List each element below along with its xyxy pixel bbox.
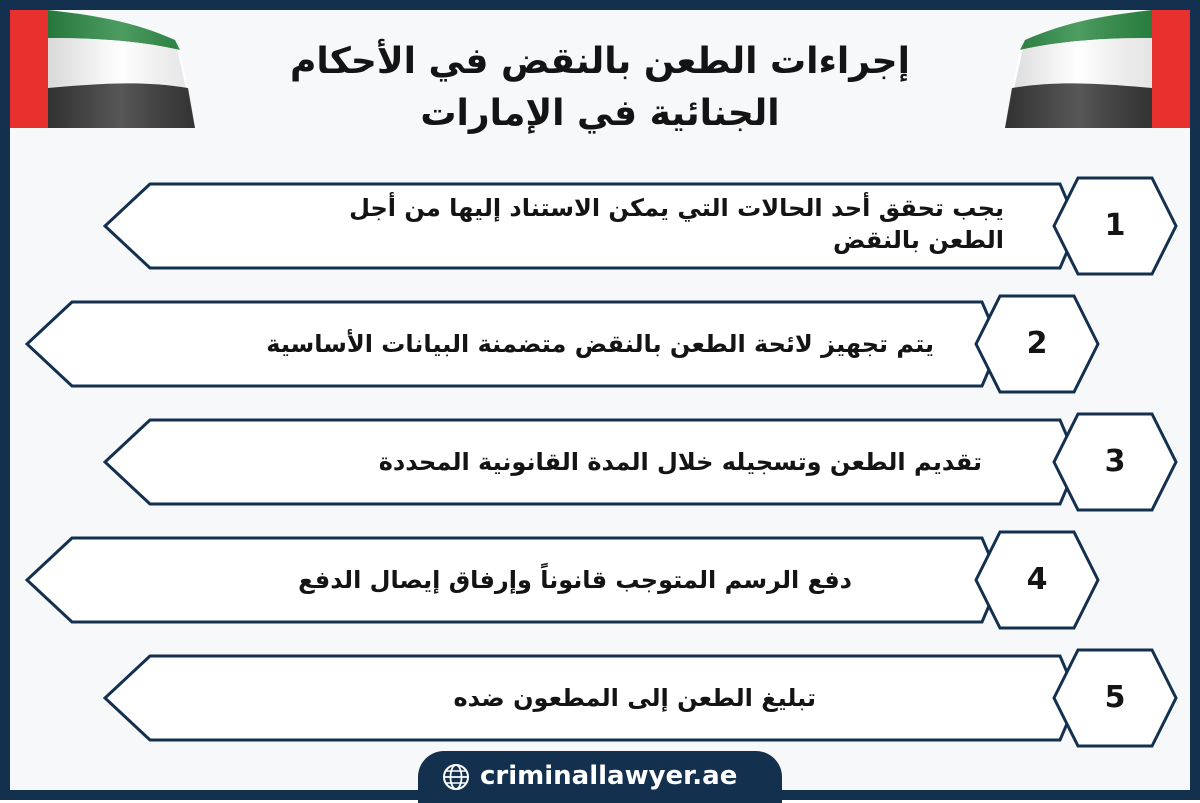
title-line-2: الجنائية في الإمارات bbox=[420, 93, 780, 134]
step-5 bbox=[0, 648, 1200, 748]
step-4 bbox=[0, 530, 1200, 630]
step-1-text bbox=[164, 192, 1004, 256]
step-1-text-line-1: يجب تحقق أحد الحالات التي يمكن الاستناد إليها من أجل bbox=[349, 194, 1004, 222]
step-4-text: دفع الرسم المتوجب قانوناً وإرفاق إيصال الدفع bbox=[298, 566, 852, 594]
step-1-text-line-2: الطعن بالنقض bbox=[833, 226, 1004, 254]
footer-badge[interactable] bbox=[418, 751, 782, 803]
step-1-number: 1 bbox=[1104, 208, 1126, 243]
step-2-text: يتم تجهيز لائحة الطعن بالنقض متضمنة البيانات الأساسية bbox=[266, 330, 934, 358]
step-4-number: 4 bbox=[1026, 562, 1048, 597]
uae-flag-right bbox=[1005, 10, 1190, 128]
uae-flag-left bbox=[10, 10, 195, 128]
website-link[interactable]: criminallawyer.ae bbox=[480, 761, 738, 791]
step-3-number: 3 bbox=[1104, 444, 1126, 479]
step-1 bbox=[0, 176, 1200, 276]
title-line-1: إجراءات الطعن بالنقض في الأحكام bbox=[290, 41, 910, 82]
step-2 bbox=[0, 294, 1200, 394]
step-5-text: تبليغ الطعن إلى المطعون ضده bbox=[453, 684, 816, 712]
step-3-text: تقديم الطعن وتسجيله خلال المدة القانونية المحددة bbox=[378, 448, 982, 476]
page-title bbox=[200, 36, 1000, 140]
step-5-number: 5 bbox=[1104, 680, 1126, 715]
globe-icon bbox=[442, 763, 470, 791]
step-2-number: 2 bbox=[1026, 326, 1048, 361]
step-3 bbox=[0, 412, 1200, 512]
